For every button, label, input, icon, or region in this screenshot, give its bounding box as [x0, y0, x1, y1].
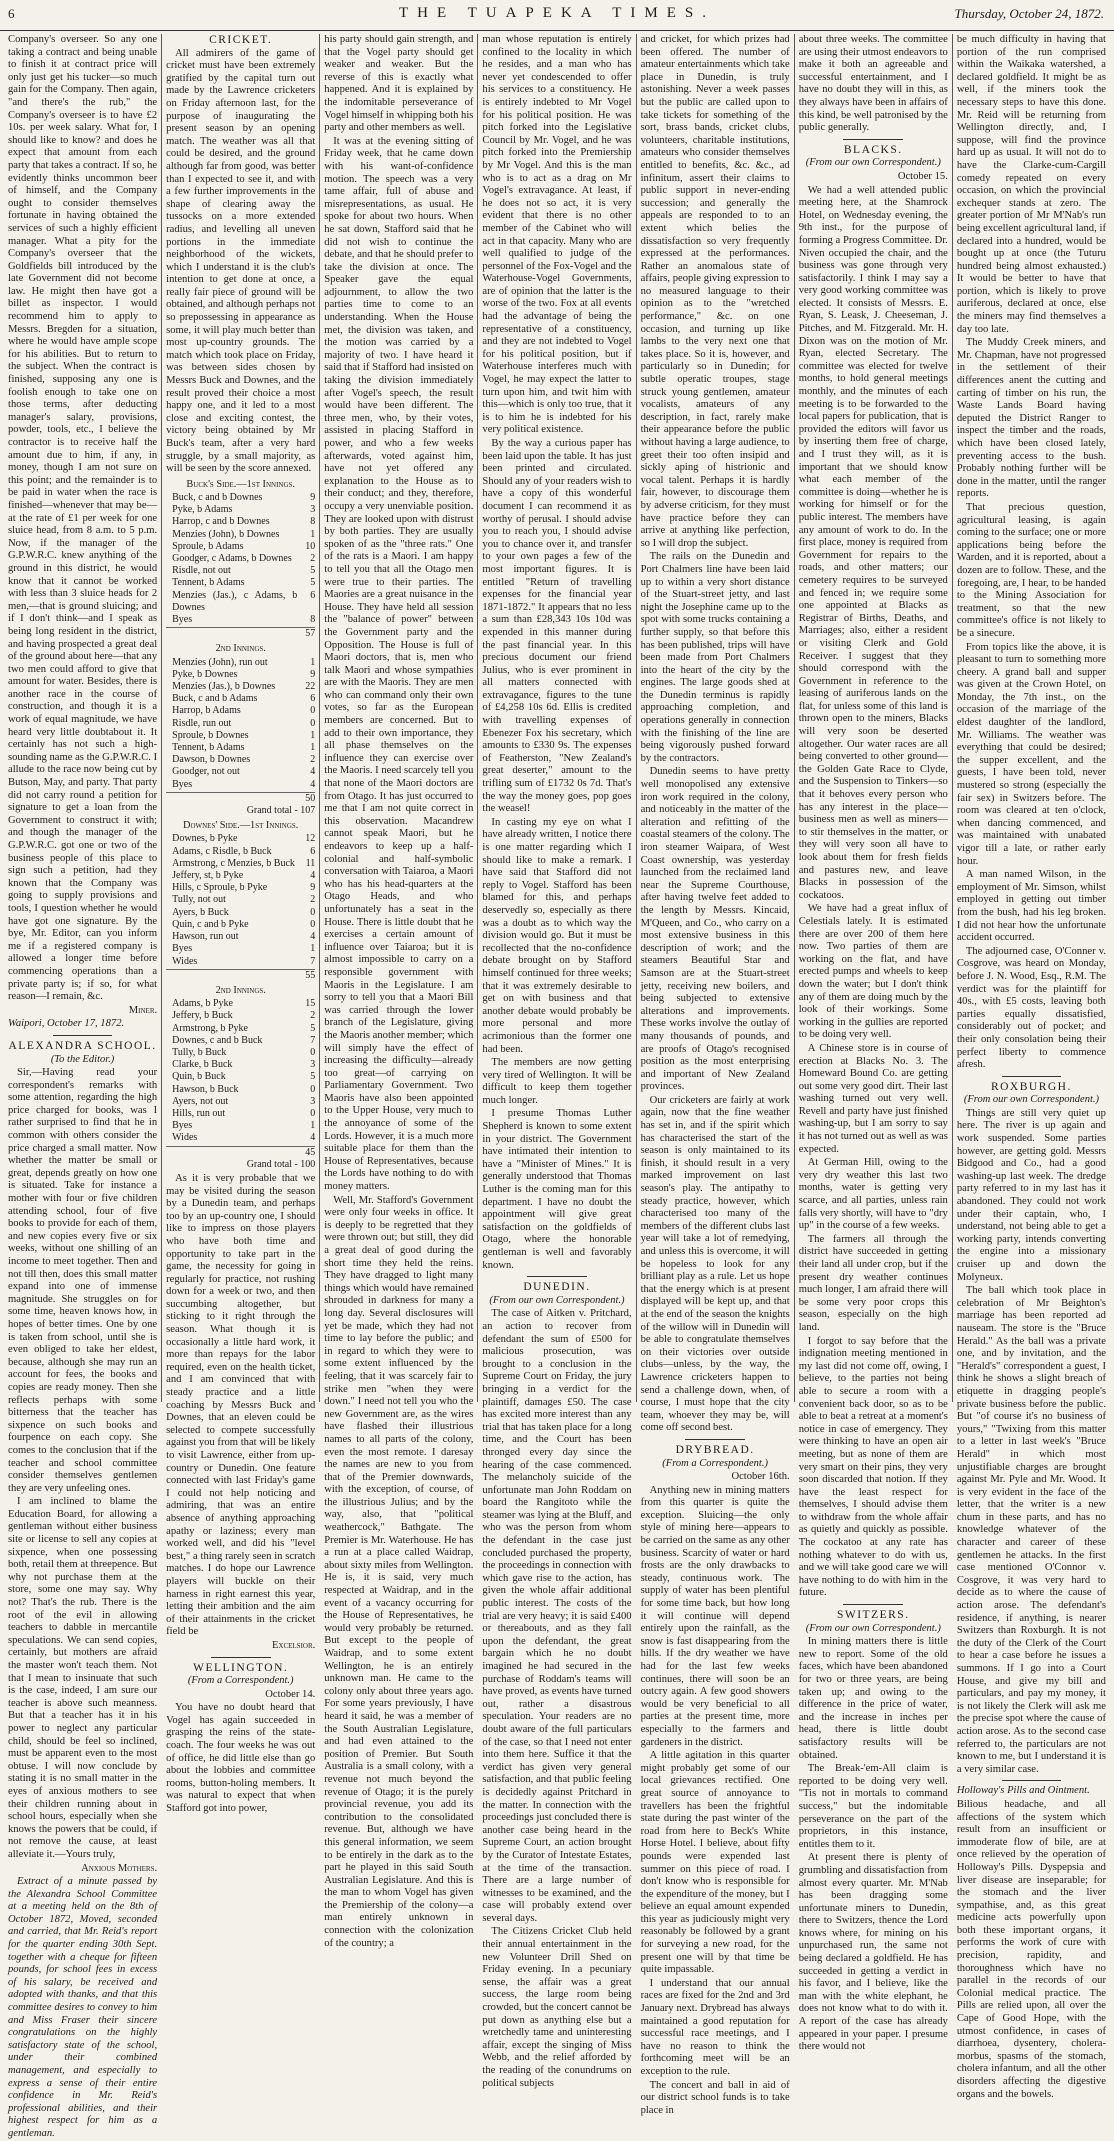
scorecard-innings-heading: 2nd Innings.: [215, 984, 266, 996]
runs-value: 4: [310, 870, 316, 882]
scorecard-row: [166, 1084, 315, 1096]
innings-total-value: 57: [305, 628, 316, 640]
column-6: [795, 34, 953, 2053]
runs-value: 1: [310, 729, 316, 741]
switzers-report-paragraph: The Muddy Creek miners, and Mr. Chapman, have not progressed in the settlement of their differences anent the cutting and carting of timber on his run, the Waste Lands Board having deputed the District Ranger to inspect the timber and the roads, which have been closed lately, preventing access to the bush. Probably nothing further will be done in the matter, until the ranger reports.: [956, 337, 1106, 500]
scorecard-row: [166, 553, 315, 565]
batsman-entry: Goodger, c Adams, b Downes: [172, 553, 292, 564]
heading-drybread: DRYBREAD.: [675, 1443, 755, 1456]
scorecard-row: [166, 907, 315, 919]
batsman-entry: Downes, b Pyke: [172, 833, 238, 845]
section-divider: [527, 1276, 587, 1277]
roxburgh-report-paragraph: Things are still very quiet up here. The river is up again and work suspended. Some parties however, are getting gold. Messrs Bidgood and Co., had a good washing-up last week. The dredge party referred to in my last has it abandoned. They could not work under their captain, who, I understand, not being able to get a working party, intends converting the engine into a missionary cruiser up and down the Molyneux.: [956, 1107, 1106, 1283]
runs-value: 1: [310, 943, 316, 955]
batsman-entry: Sproule, b Downes: [172, 729, 249, 741]
scorecard-row: [166, 1047, 315, 1059]
batsman-entry: Jeffery, b Buck: [172, 1010, 233, 1022]
batsman-entry: Clarke, b Buck: [172, 1059, 233, 1071]
school-letter-signature: Anxious Mothers.: [81, 1862, 158, 1874]
scorecard-row: [166, 730, 315, 742]
runs-value: 1: [310, 528, 316, 540]
runs-value: 12: [305, 833, 316, 845]
wellington-report-paragraph: I presume Thomas Luther Shepherd is known to some extent in your district. The Government have intimated their intention to have a "Minister of Mines." It is generally understood that Thomas Luther is the coming man for this department. I have no doubt the appointment will give great satisfaction on the goldfields of Otago, where the honorable gentleman is well and favorably known.: [482, 1108, 632, 1271]
subheading-correspondent: (From a Correspondent.): [662, 1457, 768, 1469]
runs-value: 5: [310, 1071, 316, 1083]
section-divider: [1002, 1780, 1062, 1781]
scorecard-row: [166, 943, 315, 955]
scorecard-row: [166, 931, 315, 943]
scorecard-row: [166, 766, 315, 778]
batsman-entry: Harrop, c and b Downes: [172, 516, 270, 528]
column-2: [162, 34, 320, 1815]
heading-dunedin: DUNEDIN.: [523, 1281, 591, 1294]
scorecard-row: [166, 590, 315, 614]
scorecard-downes-side: [166, 820, 315, 1171]
batsman-entry: Harrop, b Adams: [172, 705, 241, 717]
dunedin-report-paragraph: Our cricketers are fairly at work again, now that the fine weather has set in, and if the spirit which has characterised the start of the season is only maintained to its finish, it should result in a very marked improvement on last season's play. The antipathy to steady practice, however, which characterised too many of the members of the different clubs last year will take a lot of remedying, and unless this is overcome, it will be hopeless to look for any brilliant play as a rule. Let us hope that the energy which is at present displayed will be kept up, and that at the end of the season the knights of the willow will in Dunedin will be able to congratulate themselves on their victories over outside clubs—unless, by the way, the Lawrence cricketers happen to send a challenge down, when, of course, I must hope that the city team, whoever they may be, will come off second best.: [640, 1094, 790, 1434]
batsman-entry: Hawson, b Buck: [172, 1083, 239, 1095]
grand-total: Grand total - 107: [246, 805, 316, 817]
heading-switzers: SWITZERS.: [836, 1609, 910, 1622]
runs-value: 1: [310, 656, 316, 668]
runs-value: 8: [310, 614, 316, 626]
school-letter-paragraph: Sir,—Having read your correspondent's remarks with some attention, regarding the high price charged for books, was I rather surprised to find that he in common with others consider the price charged a small matter. Now whether the matter be small or great, depends greatly on how one is situated. Take for instance a mother with four or five children attending school, four of five books to provide for each of them, and new copies every five or six weeks, without one shilling of an income to meet together. Then and not till then, does this small matter expand into one of immense magnitude. She struggles on for some time, heaven knows how, in hopes of better times. One by one is taken from school, until she is even obliged to take her eldest, because, although she may run an account for fees, the books and copies are ready money. Then she reflects perhaps with some bitterness that the teacher has sixpence on such books and fourpence on each copy. She comes to the conclusion that if the teacher and school committee consider themselves gentlemen they are very unfeeling ones.: [8, 1067, 158, 1494]
subheading-correspondent: (From our own Correspondent.): [805, 1622, 941, 1634]
scorecard-row: [166, 833, 315, 845]
switzers-report-paragraph: That precious question, agricultural leasing, is again coming to the surface; one or more applications being before the Warden, and it is reported, about a dozen are to follow. These, and the foregoing, are, I hear, to be handed to the Mining Association for treatment, so that the new committee's office is not likely to be a sinecure.: [956, 501, 1106, 639]
batsman-entry: Byes: [172, 943, 193, 955]
switzers-report-paragraph: A man named Wilson, in the employment of Mr. Simson, whilst employed in getting out timber from the bush, had his leg broken. I did not hear how the unfortunate accident occurred.: [956, 869, 1106, 944]
scorecard-row: [166, 614, 315, 626]
batsman-entry: Pyke, b Downes: [172, 668, 238, 680]
runs-value: 1: [310, 1120, 316, 1132]
masthead: [0, 0, 1114, 31]
innings-total: [166, 1146, 315, 1159]
batsman-entry: Sproule, b Adams: [172, 540, 244, 552]
runs-value: 9: [310, 882, 316, 894]
scorecard-row: [166, 1059, 315, 1071]
scorecard-row: [166, 882, 315, 894]
batsman-entry: Buck, c and b Adams: [172, 693, 258, 705]
blacks-report-paragraph: We have had a great influx of Celestials lately. It is estimated there are over 200 of them here now. Two parties of them are working on the flat, and have erected pumps and wheels to keep down the water; but I don't think any of them are doing much by the look of their workings. Some working in the gullies are reported to be doing very well.: [798, 903, 948, 1041]
runs-value: 2: [310, 553, 316, 564]
batsman-entry: Goodger, not out: [172, 766, 240, 778]
mining-letter-signature: Miner.: [128, 1004, 158, 1016]
runs-value: 0: [310, 918, 316, 930]
heading-cricket: CRICKET.: [209, 34, 273, 46]
batsman-entry: Tennent, b Adams: [172, 577, 245, 589]
column-5: [637, 34, 795, 2116]
runs-value: 4: [310, 778, 316, 790]
runs-value: 4: [310, 766, 316, 778]
column-7: [953, 34, 1110, 2100]
batsman-entry: Adams, c Risdle, b Buck: [172, 845, 272, 857]
runs-value: 0: [310, 1083, 316, 1095]
scorecard-row: [166, 669, 315, 681]
runs-value: 0: [310, 717, 316, 729]
grand-total: Grand total - 100: [246, 1158, 316, 1170]
wellington-report-paragraph: In casting my eye on what I have already written, I notice there is one matter regarding which I should like to make a remark. I have said that Stafford did not reply to Vogel. Stafford has been blamed for this, and perhaps deservedly so, especially as there was a doubt as to which way the division would go. But it must be recollected that the no-confidence debate brought on by Stafford himself continued for three weeks; that it was extremely desirable to get on with business and that another debate would probably be more personal and more acrimonious than the former one had been.: [482, 816, 632, 1055]
subheading-correspondent: (From a Correspondent.): [187, 1675, 294, 1687]
scorecard-rows: [166, 998, 315, 1144]
batsman-entry: Menzies (John), b Downes: [172, 528, 280, 540]
runs-value: 5: [310, 565, 316, 577]
drybread-report-paragraph: about three weeks. The committee are using their utmost endeavors to make it both an agreeable and successful entertainment, and I have no doubt they will in this, as they always have been in affairs of this kind, be well patronised by the public generally.: [798, 34, 948, 134]
batsman-entry: Armstrong, c Menzies, b Buck: [172, 857, 295, 869]
batsman-entry: Hawson, run out: [172, 931, 239, 943]
blacks-report-paragraph: A Chinese store is in course of erection at Blacks No. 3. The Homeward Bound Co. are getting out some very good dirt. Their last washing turned out very well. Revell and party have just finished washing-up, but I am sorry to say it has not turned out as well as was expected.: [798, 1042, 948, 1155]
subheading-correspondent: (From our own Correspondent.): [963, 1094, 1099, 1106]
runs-value: 7: [310, 955, 316, 967]
drybread-report-paragraph: I understand that our annual races are fixed for the 2nd and 3rd January next. Drybread has always maintained a good reputation for successful race meetings, and I have no reason to think the forthcoming meet will be an exception to the rule.: [640, 1977, 790, 2077]
scorecard-row: [166, 870, 315, 882]
batsman-entry: Byes: [172, 1120, 193, 1132]
scorecard-row: [166, 956, 315, 968]
scorecard-row: [166, 846, 315, 858]
scorecard-row: [166, 492, 315, 504]
scorecard-row: [166, 919, 315, 931]
runs-value: 5: [310, 577, 316, 589]
section-divider: [211, 1657, 271, 1658]
scorecard-row: [166, 1035, 315, 1047]
heading-alexandra-school: ALEXANDRA SCHOOL.: [8, 1039, 157, 1052]
dateline: October 16th.: [731, 1471, 790, 1483]
runs-value: 6: [310, 589, 316, 601]
batsman-entry: Hills, run out: [172, 1107, 226, 1119]
scorecard-row: [166, 858, 315, 870]
dunedin-report-paragraph: The Citizens Cricket Club held their annual entertainment in the new Volunteer Drill Shed on Friday evening. In a pecuniary sense, the affair was a great success, the large room being crowded, but the concert cannot be put down as anything else but a wretchedly tame and uninteresting affair, except the singing of Miss Webb, and the relief afforded by the reading of the conundrums on political subjects: [482, 1926, 632, 2089]
scorecard-innings-heading: 2nd Innings.: [215, 643, 266, 655]
scorecard-row: [166, 1096, 315, 1108]
runs-value: 1: [310, 742, 316, 754]
scorecard-innings-heading: Buck's Side.—1st Innings.: [186, 478, 295, 490]
runs-value: 0: [310, 1107, 316, 1119]
batsman-entry: Dawson, b Downes: [172, 754, 251, 766]
dateline: October 14.: [265, 1688, 316, 1700]
roxburgh-report-paragraph: The ball which took place in celebration of Mr Beighton's marriage has been reported ad nauseam. The store is the "Bruce Herald." As the ball was a private one, and by invitation, and the "Herald's" correspondent a guest, I think he shows a slight breach of etiquette in dragging people's private business before the public. But "of course it's no business of yours," "Twixing from this matter to a letter in last week's "Bruce Herald" in which most unjustifiable charges are brought against Mr. Pyle and Mr. Wood. It is very evident in the face of the letter, that the writer is a new chum in these parts, and has no knowledge whatever of the character and career of these gentlemen he attacks. In the first case mentioned O'Connor v. Cosgrove, it was very hard to decide as to where the cause of action arose. The defendant's residence, if anything, is nearer Switzers than Roxburgh. It is not the duty of the Clerk of the Court to hear a case before he issues a summons. If I go into a Court House, and give my bill and particulars, and pay my money, it is not likely the Clerk will ask me the precise spot where the cause of action arose. As to the second case referred to, the particulars are not known to me, but I understand it is a very similar case.: [956, 1285, 1106, 1775]
section-divider: [685, 1439, 745, 1440]
runs-value: 7: [310, 1034, 316, 1046]
page-columns: [4, 34, 1110, 2139]
subheading-correspondent: (From our own Correspondent.): [489, 1294, 625, 1306]
section-divider: [843, 139, 903, 140]
dateline: October 15.: [897, 170, 948, 182]
batsman-entry: Pyke, b Adams: [172, 504, 233, 516]
scorecard-row: [166, 1132, 315, 1144]
wellington-report-paragraph: It was at the evening sitting of Friday week, that he came down with his want-of-confidence motion. The speech was a very tame affair, full of abuse and misrepresentations, as usual. He spoke for about two hours. When he sat down, Stafford said that he did not wish to continue the debate, and that he should prefer to take the division at once. The Speaker gave the equal adjournment, to allow the two parties time to come to an understanding. When the House met, the division was taken, and the motion was carried by a majority of two. I have heard it said that if Stafford had insisted on taking the division immediately after Vogel's speech, the result would have been different. The three men, who, by their votes, assisted in placing Stafford in power, and who a few weeks afterwards, voted against him, have not yet offered any explanation to the House as to their conduct; and they, therefore, occupy a very unenviable position. They are looked upon with distrust by both parties. They are usually spoken of as the "three rats." One of the rats is a Maori. I am happy to tell you that all the Otago men were true to their parties. The Maories are a great nuisance in the House. They have held all session the "balance of power" between the Government party and the Opposition. The House is full of Maori doctors, that is, men who talk Maori and whose sympathies are with the Maoris. They are men who can command only their own votes, so far as the European members are concerned. But to add to their own importance, they all phase themselves on the influence they can exercise over the Maoris. I need scarcely tell you that none of the Maori doctors are from Otago. It has just occurred to me that I am not quite correct in this observation. Macandrew cannot speak Maori, but he endeavors to keep up a half-colonial and half-symbolic conversation with Taiaroa, a Maori who has his head-quarters at the Otago Heads, and who unfortunately has a seat in the House. There is little doubt that he exercises a certain amount of influence over Taiaroa; but it is almost impossible to carry on a responsible government with Maoris in the Legislature. I am sorry to tell you that a Maori Bill was carried through the lower branch of the Legislature, giving the Maoris another member; which will simply have the effect of increasing the difficulty—already too great—of carrying on Parliamentary Government. Two Maoris have also been appointed to the Upper House, very much to the annoyance of some of the Lords. However, it is a much more suitable place for them than the House of Representatives, because the Lords have nothing to do with money matters.: [324, 135, 474, 1193]
scorecard-row: [166, 894, 315, 906]
heading-blacks: BLACKS.: [843, 143, 903, 156]
blacks-report-paragraph: The farmers all through the district have succeeded in getting their land all under crop, but if the present dry weather continues much longer, I am afraid there will be some very poor crops this season, especially on the high land.: [798, 1233, 948, 1333]
subheading-correspondent: (From our own Correspondent.): [805, 157, 941, 169]
drybread-report-paragraph: The concert and ball in aid of our district school funds is to take place in: [640, 2079, 790, 2116]
scorecard-row: [166, 742, 315, 754]
school-letter-paragraph: I am inclined to blame the Education Board, for allowing a gentleman without either business site or license to sell any copies at sixpence, when one possessing both, retail them at threepence. But why not purchase them at the store, some one may say. Why not? That's the rub. There is the root of the evil in allowing teachers to dabble in mercantile speculations. We can send copies, certainly, but mothers are afraid the master won't teach them. Not that I mean to insinuate that such is the case, indeed, I am sure our teacher is above such meanness. But that a teacher has it in his power to neglect any particular child, should be feel so inclined, must be apparent even to the most obtuse. I will now conclude by stating it is no small matter in the eyes of anxious mothers to see their children running about in school hours, especially when she knows the powers that be could, if not remove the cause, at least alleviate it.—Yours truly,: [8, 1496, 158, 1860]
runs-value: 5: [310, 1022, 316, 1034]
cricket-report-paragraph: As it is very probable that we may be visited during the season by a Dunedin team, and perhaps too by an up-country one, I should like to impress on those players who have both time and opportunity to take part in the game, the necessity for going in regularly for practice, not rushing down for a week or two, and then succumbing altogether, but sticking to it right through the season. What though it is occasionally a little hard work, it more than repays for the labor required, even on the health ticket, and I am convinced that with steady practice and a little coaching by Messrs Buck and Downes, that an eleven could be selected to compete successfully against you from that will be likely to visit Lawrence, either from up-country or Dunedin. One feature connected with last Friday's game I could not help noticing and admiring, that was an entire absence of anything approaching apathy or laziness; every man worked well, and did his "level best," a thing rarely seen in scratch matches. I do hope our Lawrence players will buckle on their harness in right earnest this year, letting their ambition and the aim of their attainments in the cricket field be: [166, 1172, 316, 1638]
batsman-entry: Wides: [172, 955, 198, 967]
innings-total-value: 45: [305, 1146, 316, 1158]
page-number: 6: [8, 6, 15, 21]
column-4: [478, 34, 636, 2089]
innings-total: [166, 792, 315, 805]
switzers-report-paragraph: be much difficulty in having that portion of the run comprised within the Waikaka watershed, a declared goldfield. It might be as well, if the miners took the necessary steps to have this done. Mr. Reid will be returning from Wellington directly, and, I suppose, will find the province hard up as usual. It will not do to have the Clarke-cum-Cargill comedy repeated on every occasion, on which the provincial exchequer stands at zero. The greater portion of Mr M'Nab's run being excellent agricultural land, if declared into a hundred, would be bought up at once (the Tuturu hundred being almost exhausted.) It would be better to have that portion, which is likely to prove auriferous, declared at once, else the miners may find themselves a day too late.: [956, 34, 1106, 335]
section-divider: [843, 1604, 903, 1605]
mining-letter-text: Company's overseer. So any one taking a contract and being unable to finish it at contract price will only just get his tucker—so much gain for the Company. Then again, "and there's the rub," the Company's overseer is to have £2 10s. per week salary. What for, I should like to know? and does he expect that amount from each party that takes a contract. If so, he evidently thinks uncommon beer of himself, and the Company ought to consider themselves fortunate in having obtained the services of such a highly efficient manager. What a pity for the Company's overseer that the Goldfields bill introduced by the late Government did not become law. He might then have got a billet as inspector. I would recommend him to apply to Messrs. Bregden for a situation, where he would have ample scope for his abilities. But to return to the subject. When the contract is finished, supposing any one is foolish enough to take one on those terms, after deducting manager's salary, provisions, powder, tools, etc., I believe the contractor is to receive half the amount due to him, if any, in money, though I am not sure on this point; and the remainder is to be paid in water when the race is finished—whenever that may be—at the rate of £1 per week for one sluice head, from 8 a.m. to 5 p.m. Now, if the manager of the G.P.W.R.C. knew anything of the ground in this district, he would know that it cannot be worked with less than 3 sluice heads for 2 men,—that is ground sluicing; and if I don't think—and I speak as being long resident in the district, and having prospected a great deal of the ground about here—that any two men could afford to give that amount for water. Besides, there is another race in the course of construction, and though it is a work of equal magnitude, we have heard very little doubtabout it. It certainly has not such a high-sounding name as the G.P.W.R.C. I allude to the race now being cut by Butson, May, and party. That party did not carry round a petition for signature to get a loan from the Government to construct it with; and though the manager of the G.P.W.R.C. got one or two of the business people of this place to sign such a petition, had they known that the Company was going to supply provisions and tools, I question whether he would have got one signature. By the bye, Mr. Editor, can you inform me if a registered company is allowed a longer time before commencing operations than a private party is; if so, for what reason—I remain, &c.: [8, 34, 158, 1003]
batsman-entry: Wides: [172, 1132, 198, 1144]
batsman-entry: Tully, b Buck: [172, 1046, 227, 1058]
scorecard-row: [166, 504, 315, 516]
scorecard-row: [166, 718, 315, 730]
scorecard-innings-heading: Downes' Side.—1st Innings.: [183, 820, 299, 832]
batsman-entry: Ayers, b Buck: [172, 906, 229, 918]
drybread-report-paragraph: A little agitation in this quarter might probably get some of our local grievances rectified. One great source of annoyance to travellers has been the frightful state during the past winter of the road from here to Beck's White Horse Hotel. I believe, about fifty pounds were expended last summer on this piece of road. I don't know who is responsible for the expenditure of the money, but I believe an equal amount expended this year as judiciously might very reasonably be followed by a grant for surveying a new road, for the present one will by that time be quite impassable.: [640, 1750, 790, 1976]
batsman-entry: Hills, c Sproule, b Pyke: [172, 882, 268, 894]
scorecard-row: [166, 1108, 315, 1120]
cricket-report-signature: Excelsior.: [271, 1639, 316, 1651]
wellington-report-paragraph: By the way a curious paper has been laid upon the table. It has just been printed and circulated. Should any of your readers wish to have a copy of this wonderful document I can recommend it as worthy of perusal. I should advise you to reach you, I should advise you to chance over it, and transfer to your own pages a few of the most important figures. It is entitled "Return of travelling expenses for the financial year 1871-1872." It appears that no less a sum than £28,343 10s 10d was expended in this manner during the past financial year. In this precious document our friend Julius, who is ever prominent in all matters connected with extravagance, figures to the tune of £4,258 10s 6d. Ellis is credited with travelling expenses of Ebenezer Fox his secretary, which amounts to £330 9s. The expenses of Featherston, "New Zealand's great deserter," amount to the trifling sum of £1732 0s 7d. That's the way the money goes, pop goes the weasel!: [482, 438, 632, 815]
advertisement-title: Holloway's Pills and Ointment.: [956, 1785, 1090, 1797]
column-1: [4, 34, 162, 2139]
innings-total: [166, 627, 315, 640]
runs-value: 9: [310, 491, 316, 503]
batsman-entry: Menzies (Jas.), c Adams, b Downes: [172, 589, 298, 613]
batsman-entry: Jeffery, st, b Pyke: [172, 870, 244, 882]
issue-date: Thursday, October 24, 1872.: [954, 6, 1104, 21]
runs-value: 8: [310, 516, 316, 528]
scorecard-buck-side: [166, 479, 315, 817]
scorecard-row: [166, 681, 315, 693]
scorecard-row: [166, 541, 315, 553]
innings-total-value: 55: [305, 969, 316, 981]
dunedin-report-paragraph: The rails on the Dunedin and Port Chalmers line have been laid up to within a very short distance of the Stuart-street jetty, and last night the Josephine came up to the spot with some trucks containing a further supply, so that before this has been published, trips will have been made from Port Chalmers into the heart of the city by the engines. The large goods shed at the Dunedin terminus is rapidly approaching completion, and operations generally in connection with the finishing of the line are being vigorously pushed forward by the contractors.: [640, 551, 790, 764]
mining-letter-place-date: Waipori, October 17, 1872.: [8, 1018, 125, 1030]
batsman-entry: Menzies (John), run out: [172, 656, 268, 668]
cricket-report-paragraph: All admirers of the game of cricket must have been extremely gratified by the capital turn out made by the Lawrence cricketers on Friday afternoon last, for the purpose of inaugurating the present season by an opening match. The weather was all that could be desired, and the ground although far from good, was better than I expected to see it, and with a few further improvements in the shape of clearing away the tussocks on a more extended radius, and levelling all uneven portions in the immediate neighborhood of the wickets, which I understand it is the club's intention to get done at once, a really fair piece of ground will be obtained, and although perhaps not so prepossessing in appearance as some, it will play much better than most up-country grounds. The match which took place on Friday, was between sides chosen by Messrs Buck and Downes, and the result proved their choice a most happy one, and it led to a most close and exciting contest, the victory being obtained by Mr Buck's team, after a very hard struggle, by a small majority, as will be seen by the score annexed.: [166, 47, 316, 475]
scorecard-row: [166, 1120, 315, 1132]
batsman-entry: Menzies (Jas.), b Downes: [172, 681, 276, 693]
runs-value: 9: [310, 668, 316, 680]
dunedin-report-paragraph: The case of Aitken v. Pritchard, an action to recover from defendant the sum of £500 for malicious prosecution, was brought to a conclusion in the Supreme Court on Friday, the jury bringing in a verdict for the plaintiff, damages £50. The case has excited more interest than any trial that has taken place for a long time, and the Court has been thronged every day since the hearing of the case commenced. The melancholy suicide of the unfortunate man John Roddam on board the Rangitoto while the steamer was lying at the Bluff, and who was the person from whom the defendant in the case just concluded purchased the property, the proceedings in connection with which gave rise to the action, has given the whole affair additional public interest. The costs of the trial are very heavy; it is said £400 or thereabouts, and as they fall upon the defendant, the great bargain which he no doubt imagined he had secured in the purchase of Roddam's teams will have proved, as events have turned out, rather a disastrous speculation. Your readers are no doubt aware of the full particulars of the case, so that I need not enter into them here. Suffice it that the verdict has given very general satisfaction, and that public feeling is decidedly against Pritchard in the matter. In connection with the proceedings just concluded there is another case being heard in the Supreme Court, an action brought by the Curator of Intestate Estates, at the time of the transaction. There are a large number of witnesses to be examined, and the case will probably extend over several days.: [482, 1308, 632, 1924]
scorecard-row: [166, 577, 315, 589]
runs-value: 11: [305, 857, 316, 869]
runs-value: 22: [305, 681, 316, 693]
wellington-report-paragraph: Well, Mr. Stafford's Government were only four weeks in office. It is deeply to be regretted that they were thrown out; but still, they did a great deal of good during the short time they held the reins. They have dragged to light many things which would have remained shrouded in darkness for many a long day. Several disclosures will yet be made, which they had not time to lay before the public; and in regard to which they were to some extent influenced by the feeling, that it was scarcely fair to strike men "when they were down." I need not tell you who the new Government are, as the wires have flashed their illustrious names to all parts of the colony, even the most remote. I daresay the names are new to you from that of the Premier downwards, with the exception, of course, of the illustrious Julius; and by the way, also, that "political weathercock," Bathgate. The Premier is Mr. Waterhouse. He has a run at a place called Waidrap, about sixty miles from Wellington. He is, it is said, very much respected at Waidrap, and in the event of a vacancy occurring for the House of Representatives, he would very probably be returned. But except to the people of Waidrap, and to some extent Wellington, he is an entirely unknown man. He came to the colony only about three years ago. For some years previously, I have heard it said, he was a member of the South Australian Legislature, and had even attained to the position of Premier. But South Australia is a small colony, with a revenue not much beyond the revenue of Otago; it is the purely provincial revenue, you add its contribution to the consolidated revenue. But, although we have this general information, we seem to be entirely in the dark as to the part he played in this said South Australian Legislature. And this is the man to whom Vogel has given the Premiership of the colony—a man entirely unknown in connection with the colonization of the country; a: [324, 1194, 474, 1949]
switzers-report-paragraph: The adjourned case, O'Conner v. Cosgrove, was heard on Monday, before J. N. Wood, Esq., R.M. The verdict was for the plaintiff for 40s., with £5 costs, leaving both parties equally dissatisfied, considerably out of pocket; and their only consolation being their perfect liberty to commence afresh.: [956, 945, 1106, 1071]
drybread-report-paragraph: Anything new in mining matters from this quarter is quite the exception. Sluicing—the only style of mining here—appears to be carried on the same as any other business. Scarcity of water or hard frosts are the only drawbacks to steady, continuous work. The supply of water has been plentiful for some time back, but how long it will continue will depend entirely upon the rainfall, as the snow is fast disappearing from the hills. If the dry weather we have had for the last few weeks continues, there will soon be an outcry again. A few good showers would be very beneficial to all parties at the present time, more especially to the farmers and gardeners in the district.: [640, 1484, 790, 1748]
blacks-report-paragraph: I forgot to say before that the indignation meeting mentioned in my last did not come off, owing, I believe, to the parties not being able to secure a room with a convenient back door, so as to be able to beat a retreat at a moment's notice in case of emergency. They were thinking to have an open air meeting, but as none of them are very smart on their pins, they very soon discarded that notion. If they have the least respect for themselves, I should advise them to withdraw from the whole affair as quietly and quickly as possible. The cockatoo at any rate has nothing whatever to do with us, and we will take good care we will have nothing to do with him in the future.: [798, 1335, 948, 1599]
runs-value: 2: [310, 894, 316, 906]
runs-value: 0: [310, 705, 316, 717]
section-divider: [53, 1035, 113, 1036]
switzers-report-paragraph: The Break-'em-All claim is reported to be doing very well. "Tis not in mortals to command success," but the indomitable perseverance on the part of the proprietors, in this instance, entitles them to it.: [798, 1763, 948, 1850]
wellington-report-paragraph: The members are now getting very tired of Wellington. It will be difficult to keep them together much longer.: [482, 1057, 632, 1106]
scorecard-rows: [166, 492, 315, 626]
advertisement-body: Bilious headache, and all affections of the system which result from an insufficient or immoderate flow of bile, are at once relieved by the operation of Holloway's Pills. Dyspepsia and liver disease are inseparable; for the stomach and the liver sympathise, and, as this great medicine acts powerfully upon both these important organs, it performs the work of cure with precision, rapidity, and thoroughness which have no parallel in the records of our Colonial medical practice. The Pills are relied upon, all over the Cape of Good Hope, with the utmost confidence, in cases of diarrhoea, dysentery, cholera-morbus, spasms of the stomach, cholera infantum, and all the other disorders affecting the digestive organs and the bowels.: [956, 1798, 1106, 2100]
runs-value: 3: [310, 1059, 316, 1071]
blacks-report-paragraph: We had a well attended public meeting here, at the Shamrock Hotel, on Wednesday evening, the 9th inst., for the purpose of forming a Progress Committee. Dr. Niven occupied the chair, and the business was gone through very satisfactorily. I think I may say a very good working committee was elected. It consists of Messrs. E. Ryan, S. Leask, J. Cheeseman, J. Pitches, and M. Fitzgerald. Mr. H. Dixon was on the motion of Mr. Ryan, elected Secretary. The committee was elected for twelve months, to hold general meetings monthly, and the minutes of each meeting is to be forwarded to the local papers for publication, that is provided the editors will favor us by inserting them free of charge, and I trust they will, as it is important that we should know what each member of the committee is doing—whether he is working for himself or for the public interest. The members have any amount of work to do. In the first place, money is required from Government for repairs to the roads, and other matters; our cemetery requires to be surveyed and fenced in; we require some one appointed at Blacks as Registrar of Births, Deaths, and Marriages; also, either a resident or visiting Clerk and Gold Receiver. I suggest that they should correspond with the Government in reference to the leasing of auriferous lands on the flat, for unless some of this land is thrown open to the miners, Blacks will very soon be deserted altogether. Our water races are all being converted to other ground—the Golden Gate Race to Clyde, and the Suspension to Tinkers—so that it behoves every person who has any interest in the place—business men as well as miners—to stir themselves in the matter, or they will very soon all have to look about them for fresh fields and pastures new, and leave Blacks in possession of the cockatoos.: [798, 184, 948, 901]
blacks-report-paragraph: At German Hill, owing to the very dry weather this last two months, water is getting very scarce, and all parties, unless rain falls very shortly, will have to "dry up" in the course of a few weeks.: [798, 1157, 948, 1232]
wellington-report-paragraph: his party should gain strength, and that the Vogel party should get weaker and weaker. But the reverse of this is exactly what happened. And it is explained by the indomitable perseverance of Vogel himself in whipping both his party and other members as well.: [324, 34, 474, 134]
scorecard-row: [166, 1023, 315, 1035]
batsman-entry: Risdle, not out: [172, 565, 231, 577]
switzers-report-paragraph: In mining matters there is little new to report. Some of the old faces, which have been abandoned for two or three years, are being taken up; and owing to the difference in the price of water, and the increase in inches per head, there is little doubt satisfactory results will be obtained.: [798, 1636, 948, 1761]
runs-value: 4: [310, 1132, 316, 1144]
runs-value: 4: [310, 931, 316, 943]
runs-value: 0: [310, 1046, 316, 1058]
dunedin-report-paragraph: and cricket, for which prizes had been offered. The number of amateur entertainments which take place in Dunedin, is truly astonishing. Never a week passes but the public are called upon to take tickets for something of the sort, brass bands, cricket clubs, volunteers, charitable institutions, amateurs who consider themselves entitled to benefits, &c. &c., ad infinitum, assert their claims to public support in never-ending succession; and generally the appeals are responded to to an extent which belies the dissatisfaction so very frequently expressed at the performances. Rather an anomalous state of affairs, people giving expression to no measured language to their opinion as to the "wretched performance," &c. on one occasion, and turning up like lambs to the very next one that takes place. So it is, however, and particularly so in Dunedin; for subtle operatic troupes, stage struck young gentlemen, amateur vocalists, amateurs of any description, in fact, rarely make their appearance before the public without having a large audience, to greet their too often insipid and sickly aping of histrionic and vocal talent. Perhaps it is hardly fair, however, to discourage them by adverse criticism, for they must have practice before they can arrive at anything like perfection, so I will drop the subject.: [640, 34, 790, 549]
batsman-entry: Tully, not out: [172, 894, 226, 906]
innings-total-value: 50: [305, 792, 316, 804]
wellington-report-paragraph: man whose reputation is entirely confined to the locality in which he resides, and a man who has never yet condescended to offer his services to a constituency. He is entirely indebted to Mr Vogel for his political position. He was pitch forked into the Legislative Council by Mr. Vogel, and he was pitch forked into the Premiership by Mr Vogel. And this is the man who is to act as a drag on Mr Vogel's extravagance. At least, if he does not so act, it is very evident that there is no other member of the Cabinet who will act in that capacity. Many who are well qualified to judge of the personnel of the Fox-Vogel and the Waterhouse-Vogel Governments, are of opinion that the latter is the worse of the two. Fox at all events had the advantage of being the representative of a constituency, and they are not indebted to Vogel for his political position, but if Waterhouse interferes much with Vogel, he may expect the latter to turn upon him, and twit him with this—which is only too true, that it is to him he is indebted for his very political existence.: [482, 34, 632, 436]
batsman-entry: Tennent, b Adams: [172, 742, 245, 754]
runs-value: 2: [310, 1010, 316, 1022]
switzers-report-paragraph: At present there is plenty of grumbling and dissatisfaction from almost every quarter. Mr. M'Nab has been dragging some unfortunate miners to Dunedin, there to Switzers, thence the Lord knows where, for mining on his unpurchased run, the same not being declared a goldfield. He has succeeded in getting a verdict in his favor, and I believe, like the man with the white elephant, he does not know what to do with it. A report of the case has already appeared in your paper. I presume there would not: [798, 1852, 948, 2053]
batsman-entry: Quin, c and b Pyke: [172, 918, 249, 930]
runs-value: 6: [310, 845, 316, 857]
scorecard-row: [166, 779, 315, 791]
scorecard-row: [166, 1071, 315, 1083]
scorecard-row: [166, 529, 315, 541]
scorecard-row: [166, 657, 315, 669]
innings-total: [166, 969, 315, 982]
scorecard-row: [166, 565, 315, 577]
switzers-report-paragraph: From topics like the above, it is pleasant to turn to something more cheery. A grand ball and supper was given at the Crown Hotel, on Monday, the 7th inst., on the occasion of the marriage of the eldest daughter of the landlord, Mr. Williams. The weather was everything that could be desired; the supper excellent, and the guests, I have been told, never mustered so strong (especially the fair sex) in Switzers before. The room was cleared at ten o'clock, when dancing commenced, and was maintained with unabated vigor till a late, or rather early hour.: [956, 641, 1106, 867]
runs-value: 3: [310, 504, 316, 516]
scorecard-rows: [166, 833, 315, 967]
batsman-entry: Quin, b Buck: [172, 1071, 226, 1083]
runs-value: 3: [310, 1095, 316, 1107]
batsman-entry: Adams, b Pyke: [172, 998, 233, 1010]
section-divider: [1002, 1076, 1062, 1077]
batsman-entry: Byes: [172, 614, 193, 626]
school-committee-minute: Extract of a minute passed by the Alexandra School Committee at a meeting held on the 8th of October 1872, Moved, seconded and carried, that Mr. Reid's report for the quarter ending 30th Sept. together with a cheque for fifteen pounds, for school fees in excess of his salary, be received and adopted with thanks, and that this committee desires to convey to him and Miss Fraser their sincere congratulations on the highly satisfactory state of the school, under their combined management, and especially to express a sense of their entire confidence in Mr. Reid's professional abilities, and their highest respect for him as a gentleman.: [8, 1876, 158, 2139]
heading-wellington: WELLINGTON.: [193, 1661, 289, 1674]
scorecard-row: [166, 693, 315, 705]
batsman-entry: Buck, c and b Downes: [172, 491, 263, 503]
runs-value: 6: [310, 693, 316, 705]
batsman-entry: Risdle, run out: [172, 717, 232, 729]
scorecard-row: [166, 998, 315, 1010]
scorecard-rows: [166, 657, 315, 791]
runs-value: 15: [305, 998, 316, 1010]
column-3: [320, 34, 478, 1949]
batsman-entry: Byes: [172, 778, 193, 790]
runs-value: 10: [305, 540, 316, 552]
wellington-report-paragraph: You have no doubt heard that Vogel has again succeeded in grasping the reins of the state-coach. The four weeks he was out of office, he did little else than go about the lobbies and committee rooms, button-holing members. It was natural to expect that when Stafford got into power,: [166, 1702, 316, 1815]
scorecard-row: [166, 705, 315, 717]
scorecard-row: [166, 1010, 315, 1022]
scorecard-row: [166, 754, 315, 766]
runs-value: 0: [310, 906, 316, 918]
dunedin-report-paragraph: Dunedin seems to have pretty well monopolised any extensive iron work required in the colony, and noticeably in the matter of the alteration and refitting of the coastal steamers of the colony. The iron steamer Waipara, of West Coast ownership, was yesterday launched from the reclaimed land near the Supreme Courthouse, after having twelve feet added to the length by Messrs. Kincaid, M'Queen, and Co., who carry on a most extensive business in this description of work; and the steamers Beautiful Star and Samson are at the Stuart-street jetty, receiving new boilers, and being subjected to extensive alterations and improvements. These works involve the outlay of many thousands of pounds, and are proofs of Otago's recognised position as the most enterprising and important of New Zealand provinces.: [640, 766, 790, 1093]
batsman-entry: Downes, c and b Buck: [172, 1034, 263, 1046]
subheading-to-the-editor: (To the Editor.): [50, 1053, 115, 1065]
batsman-entry: Armstrong, b Pyke: [172, 1022, 248, 1034]
runs-value: 2: [310, 754, 316, 766]
scorecard-row: [166, 516, 315, 528]
heading-roxburgh: ROXBURGH.: [990, 1080, 1072, 1093]
newspaper-title: THE TUAPEKA TIMES.: [398, 5, 716, 21]
batsman-entry: Ayers, not out: [172, 1095, 229, 1107]
